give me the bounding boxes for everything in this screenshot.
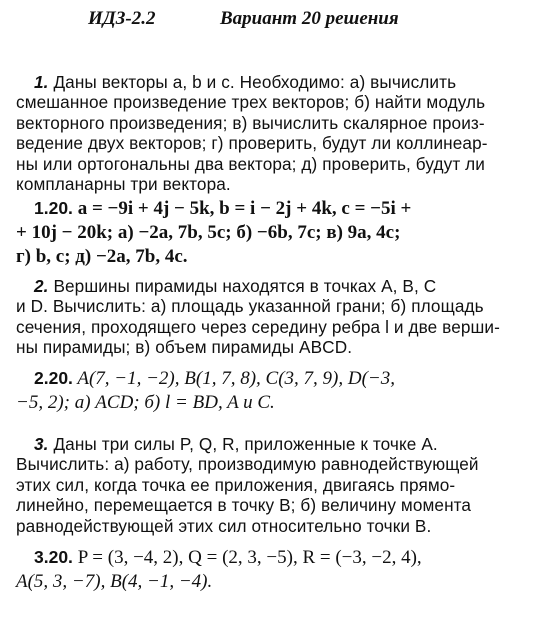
task-1-line: компланарны три вектора. xyxy=(16,173,231,194)
task-2-number: 2. xyxy=(34,276,49,296)
task-3-line: равнодействующей этих сил относительно точки B. xyxy=(16,515,432,536)
task-2-line: ны пирамиды; в) объем пирамиды ABCD. xyxy=(16,337,353,358)
variant-1-line: + 10j − 20k; а) −2a, 7b, 5c; б) −6b, 7c; в) 9a, 4c; xyxy=(16,222,401,243)
task-3-line: Вычислить: а) работу, производимую равнодействующей xyxy=(16,454,479,475)
task-3-line: Даны три силы P, Q, R, приложенные к точке A. xyxy=(53,434,438,454)
task-3-line: этих сил, когда точка ее приложения, двигаясь прямо- xyxy=(16,474,456,495)
task-2-line: сечения, проходящего через середину ребра l и две верши- xyxy=(16,316,500,337)
variant-1-data xyxy=(16,196,536,269)
variant-2-label: 2.20. xyxy=(34,368,73,388)
task-3 xyxy=(16,434,536,536)
task-3-line: линейно, перемещается в точку B; б) величину момента xyxy=(16,495,472,516)
task-1-line: ведение двух векторов; г) проверить, будут ли коллинеар- xyxy=(16,133,488,154)
task-1 xyxy=(16,72,536,194)
variant-title: Вариант 20 решения xyxy=(220,8,399,29)
variant-3-line: A(5, 3, −7), B(4, −1, −4). xyxy=(16,571,213,592)
variant-3-label: 3.20. xyxy=(34,547,73,567)
task-2-line: Вершины пирамиды находятся в точках A, B, C xyxy=(53,276,437,296)
variant-1-line: г) b, c; д) −2a, 7b, 4c. xyxy=(16,246,188,267)
task-1-line: ны или ортогональны два вектора; д) проверить, будут ли xyxy=(16,153,485,174)
variant-1-label: 1.20. xyxy=(34,198,73,218)
task-2-line: и D. Вычислить: а) площадь указанной грани; б) площадь xyxy=(16,296,484,317)
variant-1-line: a = −9i + 4j − 5k, b = i − 2j + 4k, c = −5i + xyxy=(77,198,412,219)
variant-2-data xyxy=(16,366,536,415)
task-1-number: 1. xyxy=(34,72,49,92)
variant-3-line: P = (3, −4, 2), Q = (2, 3, −5), R = (−3, −2, 4), xyxy=(77,547,422,568)
variant-3-data xyxy=(16,545,536,594)
assignment-code: ИДЗ-2.2 xyxy=(88,8,156,29)
variant-2-line: A(7, −1, −2), B(1, 7, 8), C(3, 7, 9), D(−3, xyxy=(77,368,395,389)
task-3-number: 3. xyxy=(34,434,49,454)
task-1-line: Даны векторы a, b и c. Необходимо: а) вычислить xyxy=(53,72,457,92)
task-2 xyxy=(16,276,536,358)
variant-2-line: −5, 2); а) ACD; б) l = BD, A и C. xyxy=(16,392,275,413)
page-header xyxy=(0,8,553,34)
task-1-line: векторного произведения; в) вычислить скалярное произ- xyxy=(16,112,485,133)
task-1-line: смешанное произведение трех векторов; б) найти модуль xyxy=(16,92,486,113)
